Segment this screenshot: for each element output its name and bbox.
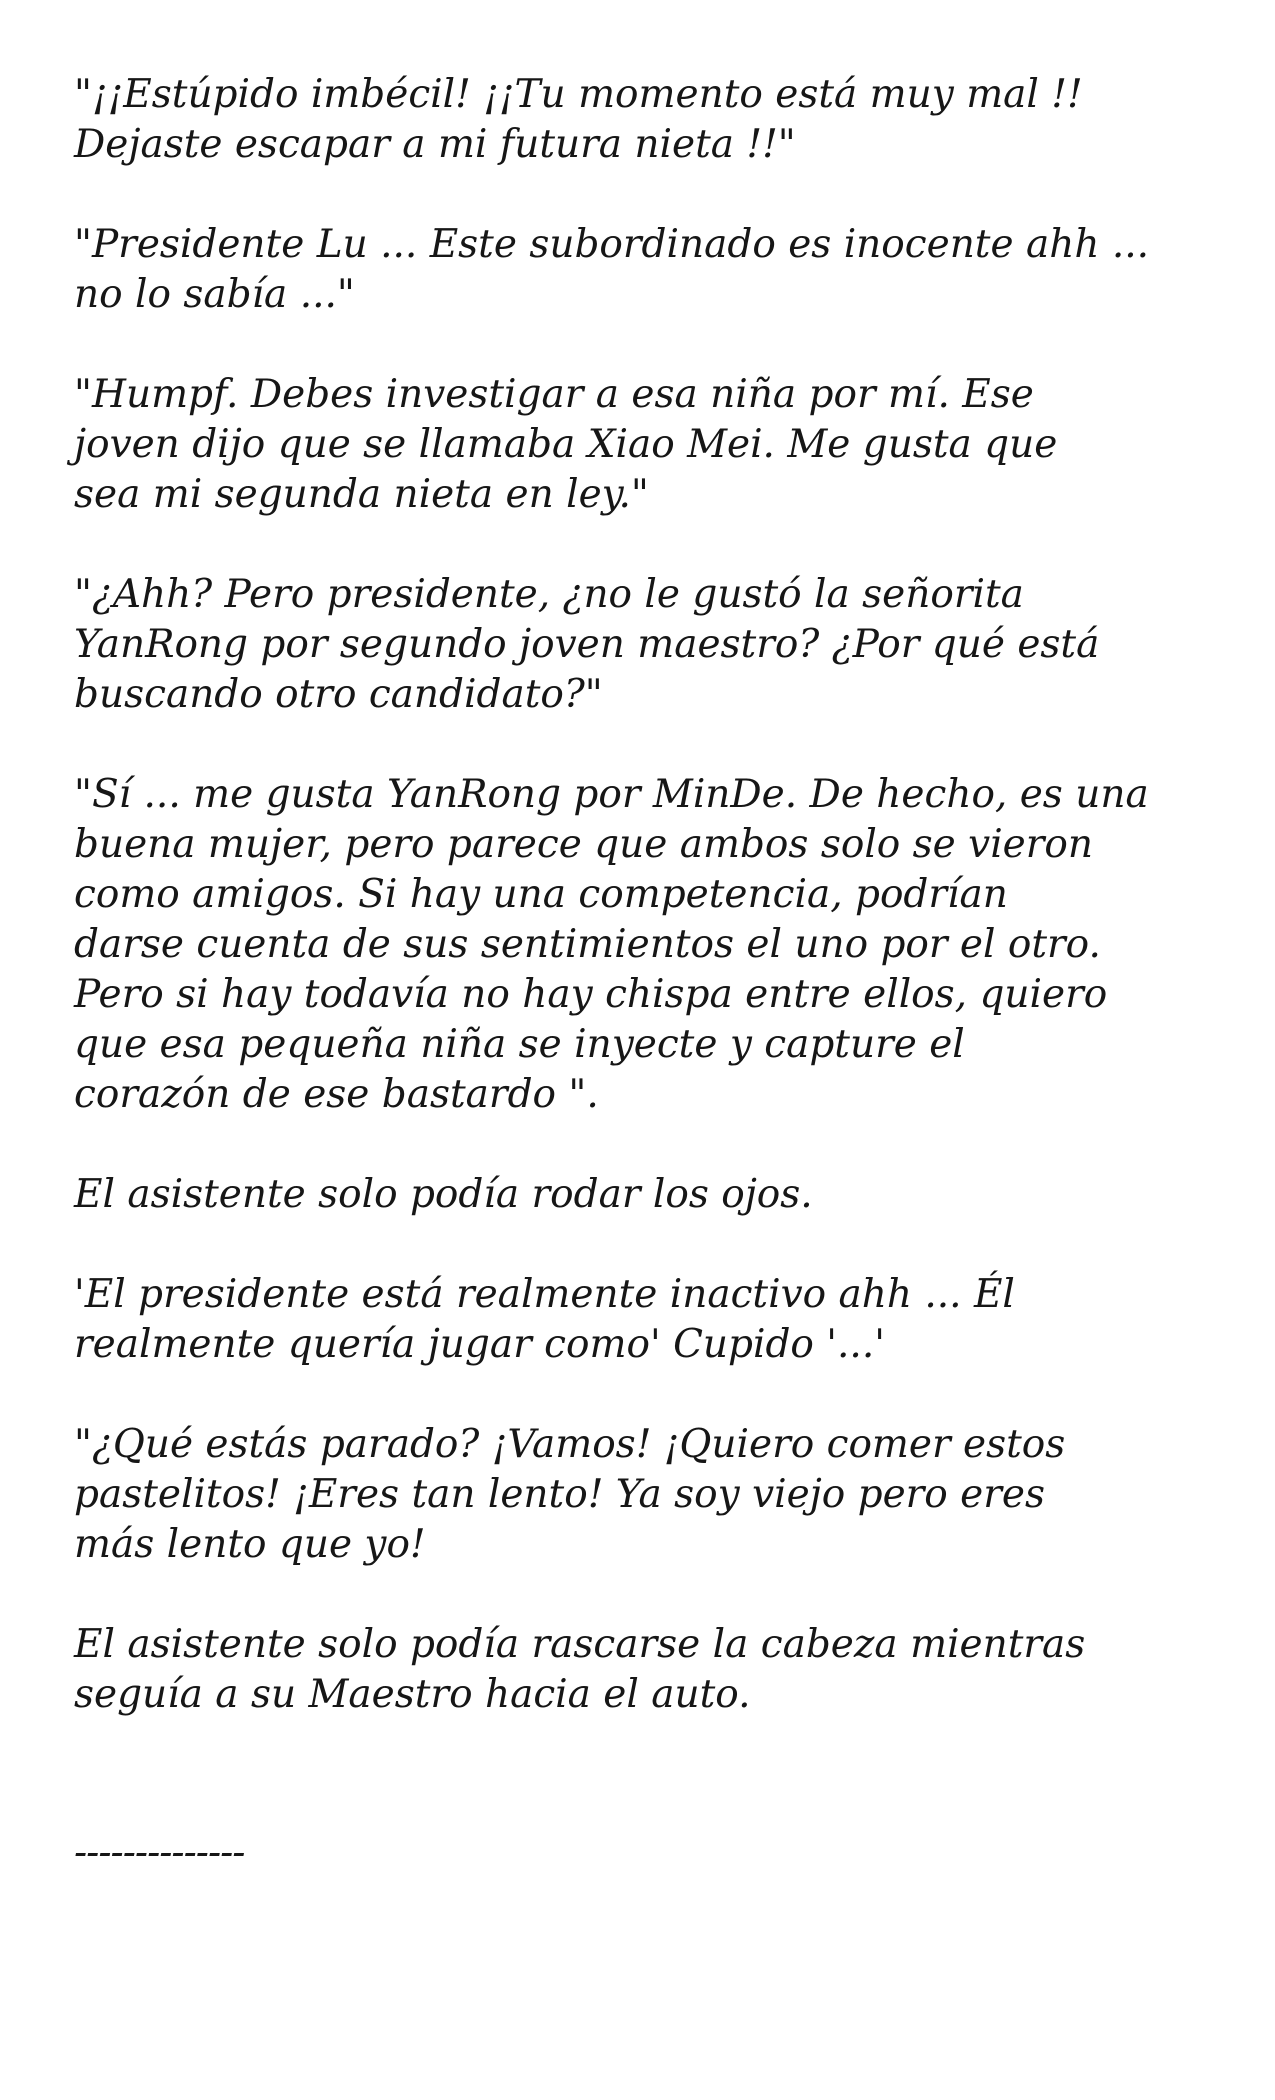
text-line: 'El presidente está realmente inactivo ahh ... Él (74, 1272, 1015, 1317)
text-line: como amigos. Si hay una competencia, podrían (74, 872, 1008, 917)
text-line: más lento que yo! (74, 1522, 426, 1567)
paragraph (74, 70, 1214, 170)
text-line: Dejaste escapar a mi futura nieta !!" (74, 122, 796, 167)
text-line: darse cuenta de sus sentimientos el uno por el otro. (74, 922, 1101, 967)
paragraph (74, 770, 1214, 1120)
document-page (74, 70, 1214, 1878)
text-line: realmente quería jugar como' Cupido '...' (74, 1322, 885, 1367)
text-line: YanRong por segundo joven maestro? ¿Por qué está (74, 622, 1100, 667)
text-line: buena mujer, pero parece que ambos solo se vieron (74, 822, 1093, 867)
text-line: joven dijo que se llamaba Xiao Mei. Me gusta que (74, 422, 1058, 467)
paragraph (74, 570, 1214, 720)
paragraph (74, 220, 1214, 320)
section-separator: -------------- (74, 1830, 245, 1875)
text-line: Pero si hay todavía no hay chispa entre ellos, quiero (74, 972, 1108, 1017)
text-line: "Presidente Lu ... Este subordinado es inocente ahh ... (74, 222, 1150, 267)
text-line: que esa pequeña niña se inyecte y capture el (74, 1022, 965, 1067)
text-line: El asistente solo podía rodar los ojos. (74, 1172, 813, 1217)
text-line: "¿Qué estás parado? ¡Vamos! ¡Quiero comer estos (74, 1422, 1066, 1467)
text-line: "¿Ahh? Pero presidente, ¿no le gustó la señorita (74, 572, 1024, 617)
text-line: "¡¡Estúpido imbécil! ¡¡Tu momento está muy mal !! (74, 72, 1083, 117)
text-line: buscando otro candidato?" (74, 672, 603, 717)
text-line: sea mi segunda nieta en ley." (74, 472, 649, 517)
text-line: no lo sabía ..." (74, 272, 355, 317)
text-line: El asistente solo podía rascarse la cabeza mientras (74, 1622, 1086, 1667)
text-line: "Sí ... me gusta YanRong por MinDe. De hecho, es una (74, 772, 1149, 817)
paragraph (74, 370, 1214, 520)
paragraph (74, 1270, 1214, 1370)
text-line: corazón de ese bastardo ". (74, 1072, 599, 1117)
paragraph (74, 1170, 1214, 1220)
paragraph (74, 1420, 1214, 1570)
text-line: "Humpf. Debes investigar a esa niña por mí. Ese (74, 372, 1034, 417)
text-line: seguía a su Maestro hacia el auto. (74, 1672, 751, 1717)
text-line: pastelitos! ¡Eres tan lento! Ya soy viejo pero eres (74, 1472, 1046, 1517)
paragraph (74, 1620, 1214, 1720)
